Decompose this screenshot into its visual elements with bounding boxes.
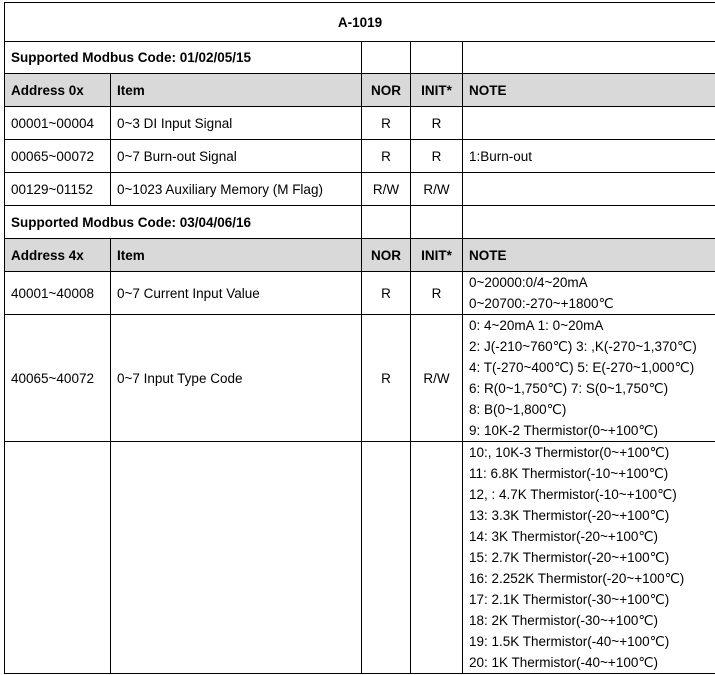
header-note: NOTE xyxy=(463,74,715,107)
note-line: 20: 1K Thermistor(-40~+100℃) xyxy=(469,655,658,670)
init-cell: R xyxy=(411,272,463,315)
header-row xyxy=(5,239,715,272)
item-cell: 0~7 Input Type Code xyxy=(111,315,362,442)
empty-cell xyxy=(463,42,715,74)
note-line: 17: 2.1K Thermistor(-30~+100℃) xyxy=(469,592,670,607)
header-nor: NOR xyxy=(362,239,411,272)
note-line: 12, : 4.7K Thermistor(-10~+100℃) xyxy=(469,487,677,502)
section-row xyxy=(5,206,715,239)
nor-cell xyxy=(362,442,411,674)
header-init: INIT* xyxy=(411,74,463,107)
address-cell: 00065~00072 xyxy=(5,140,111,173)
header-row xyxy=(5,74,715,107)
header-init: INIT* xyxy=(411,239,463,272)
table-row xyxy=(5,140,715,173)
item-cell: 0~7 Current Input Value xyxy=(111,272,362,315)
empty-cell xyxy=(362,42,411,74)
note-line: 10:, 10K-3 Thermistor(0~+100℃) xyxy=(469,445,670,460)
nor-cell: R xyxy=(362,315,411,442)
note-line: 8: B(0~1,800℃) xyxy=(469,402,567,417)
modbus-register-table xyxy=(4,2,715,674)
section-label: Supported Modbus Code: 03/04/06/16 xyxy=(5,206,362,239)
address-cell: 00001~00004 xyxy=(5,107,111,140)
note-line: 15: 2.7K Thermistor(-20~+100℃) xyxy=(469,550,670,565)
header-nor: NOR xyxy=(362,74,411,107)
note-line: 11: 6.8K Thermistor(-10~+100℃) xyxy=(469,466,669,481)
header-address: Address 0x xyxy=(5,74,111,107)
note-cell xyxy=(463,442,715,674)
header-item: Item xyxy=(111,239,362,272)
nor-cell: R xyxy=(362,107,411,140)
note-cell xyxy=(463,107,715,140)
note-line: 0~20000:0/4~20mA xyxy=(469,275,588,290)
note-cell xyxy=(463,272,715,315)
note-line: 19: 1.5K Thermistor(-40~+100℃) xyxy=(469,634,670,649)
init-cell: R xyxy=(411,107,463,140)
item-cell: 0~3 DI Input Signal xyxy=(111,107,362,140)
item-cell: 0~1023 Auxiliary Memory (M Flag) xyxy=(111,173,362,206)
init-cell: R/W xyxy=(411,173,463,206)
address-cell xyxy=(5,442,111,674)
address-cell: 00129~01152 xyxy=(5,173,111,206)
nor-cell: R/W xyxy=(362,173,411,206)
empty-cell xyxy=(411,206,463,239)
note-line: 13: 3.3K Thermistor(-20~+100℃) xyxy=(469,508,670,523)
table-row xyxy=(5,173,715,206)
nor-cell: R xyxy=(362,272,411,315)
table-row xyxy=(5,442,715,674)
nor-cell: R xyxy=(362,140,411,173)
init-cell xyxy=(411,442,463,674)
item-cell: 0~7 Burn-out Signal xyxy=(111,140,362,173)
section-label: Supported Modbus Code: 01/02/05/15 xyxy=(5,42,362,74)
table-row xyxy=(5,315,715,442)
init-cell: R xyxy=(411,140,463,173)
section-row xyxy=(5,42,715,74)
address-cell: 40001~40008 xyxy=(5,272,111,315)
note-line: 18: 2K Thermistor(-30~+100℃) xyxy=(469,613,658,628)
table-row xyxy=(5,107,715,140)
empty-cell xyxy=(463,206,715,239)
note-cell xyxy=(463,173,715,206)
note-line: 9: 10K-2 Thermistor(0~+100℃) xyxy=(469,423,658,438)
table-title: A-1019 xyxy=(5,3,715,42)
note-line: 0: 4~20mA 1: 0~20mA xyxy=(469,318,604,333)
header-item: Item xyxy=(111,74,362,107)
note-line: 14: 3K Thermistor(-20~+100℃) xyxy=(469,529,658,544)
empty-cell xyxy=(362,206,411,239)
header-address: Address 4x xyxy=(5,239,111,272)
table-row xyxy=(5,272,715,315)
note-line: 4: T(-270~400℃) 5: E(-270~1,000℃) xyxy=(469,360,695,375)
init-cell: R/W xyxy=(411,315,463,442)
header-note: NOTE xyxy=(463,239,715,272)
note-cell: 1:Burn-out xyxy=(463,140,715,173)
address-cell: 40065~40072 xyxy=(5,315,111,442)
note-line: 16: 2.252K Thermistor(-20~+100℃) xyxy=(469,571,685,586)
note-line: 0~20700:-270~+1800℃ xyxy=(469,296,614,311)
note-line: 6: R(0~1,750℃) 7: S(0~1,750℃) xyxy=(469,381,669,396)
empty-cell xyxy=(411,42,463,74)
note-cell xyxy=(463,315,715,442)
note-line: 2: J(-210~760℃) 3: ,K(-270~1,370℃) xyxy=(469,339,697,354)
title-row xyxy=(5,3,715,42)
item-cell xyxy=(111,442,362,674)
